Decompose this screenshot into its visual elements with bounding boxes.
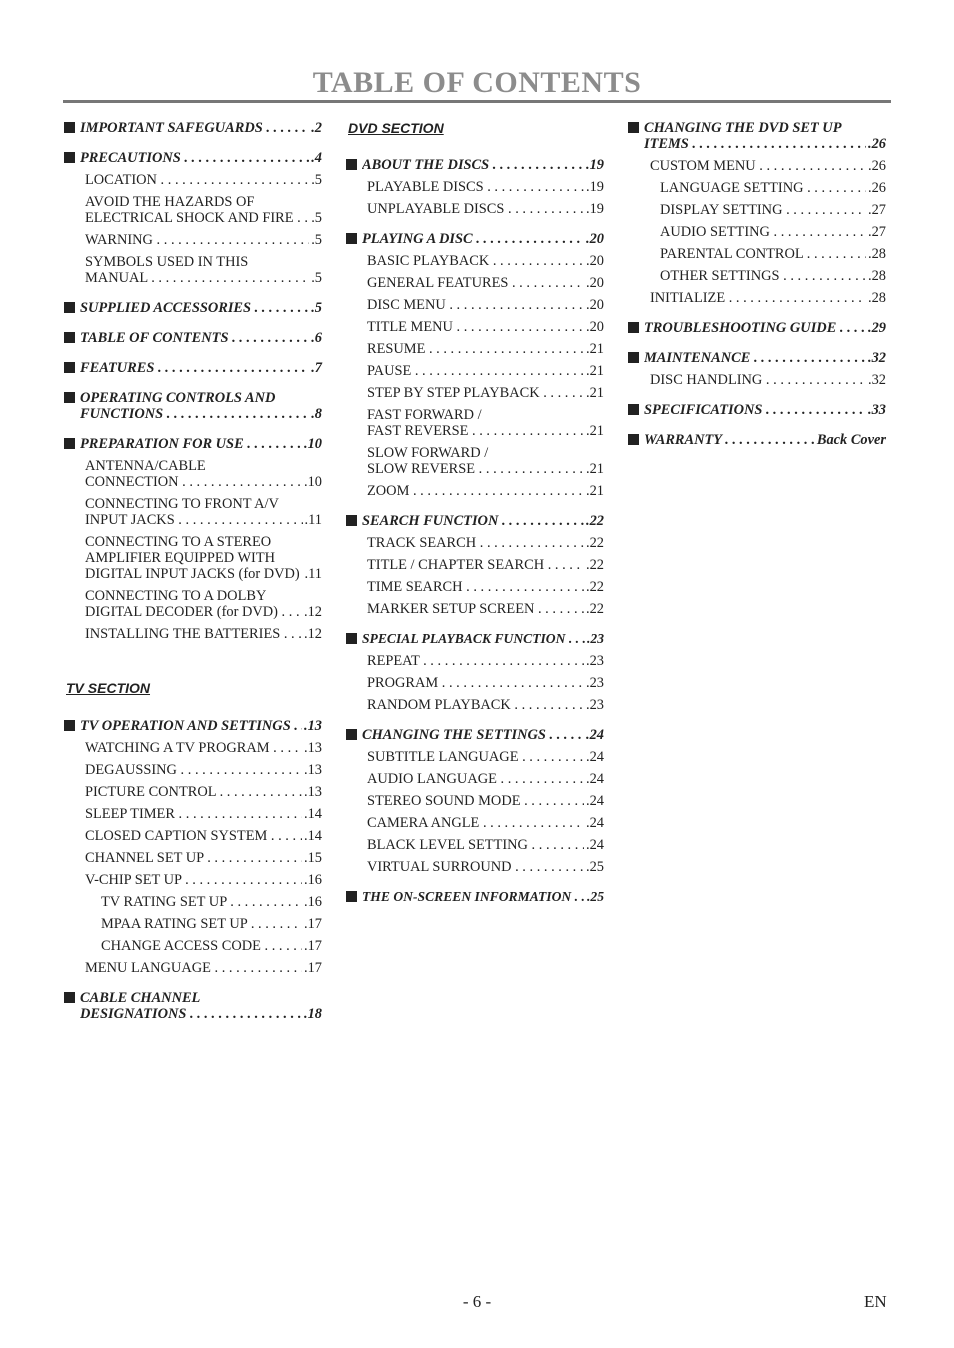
toc-entry[interactable]: PLAYING A DISC . . . .20 [346,231,604,247]
toc-entry[interactable]: SLEEP TIMER . . . .14 [64,806,322,822]
toc-entry[interactable]: RANDOM PLAYBACK . . . .23 [346,697,604,713]
toc-entry[interactable]: AUDIO SETTING . . . .27 [628,224,886,240]
toc-entry[interactable]: SUPPLIED ACCESSORIES . . . .5 [64,300,322,316]
toc-entry[interactable]: SEARCH FUNCTION . . . .22 [346,513,604,529]
toc-entry[interactable]: DEGAUSSING . . . .13 [64,762,322,778]
bullet-square-icon [346,159,357,170]
toc-entry[interactable]: WATCHING A TV PROGRAM . . . .13 [64,740,322,756]
toc-entry[interactable]: VIRTUAL SURROUND . . . .25 [346,859,604,875]
toc-entry[interactable]: FAST FORWARD / FAST REVERSE . . . .21 [346,407,604,439]
toc-column-1 [64,120,322,1022]
bullet-square-icon [64,152,75,163]
toc-entry[interactable]: V-CHIP SET UP . . . .16 [64,872,322,888]
toc-entry[interactable]: CHANGING THE SETTINGS . . . .24 [346,727,604,743]
toc-entry[interactable]: INITIALIZE . . . .28 [628,290,886,306]
bullet-square-icon [64,332,75,343]
toc-entry[interactable]: TIME SEARCH . . . .22 [346,579,604,595]
toc-entry[interactable]: PREPARATION FOR USE . . . .10 [64,436,322,452]
toc-entry[interactable]: WARNING . . . .5 [64,232,322,248]
section-heading-tv: TV SECTION [66,680,151,696]
bullet-square-icon [628,434,639,445]
toc-entry[interactable]: MPAA RATING SET UP . . . .17 [64,916,322,932]
toc-entry[interactable]: TITLE / CHAPTER SEARCH . . . .22 [346,557,604,573]
toc-entry[interactable]: WARRANTY . . . Back Cover [628,432,886,448]
toc-entry[interactable]: CONNECTING TO A DOLBY DIGITAL DECODER (for DVD) . . . .12 [64,588,322,620]
toc-entry[interactable]: PICTURE CONTROL . . . .13 [64,784,322,800]
toc-entry[interactable]: LANGUAGE SETTING . . . .26 [628,180,886,196]
toc-entry[interactable]: AVOID THE HAZARDS OF ELECTRICAL SHOCK AND FIRE . . . .5 [64,194,322,226]
toc-entry[interactable]: OTHER SETTINGS . . . .28 [628,268,886,284]
section-heading-dvd: DVD SECTION [348,120,444,136]
toc-entry[interactable]: REPEAT . . . .23 [346,653,604,669]
toc-entry[interactable]: CUSTOM MENU . . . .26 [628,158,886,174]
toc-entry[interactable]: TV RATING SET UP . . . .16 [64,894,322,910]
toc-entry[interactable]: RESUME . . . .21 [346,341,604,357]
bullet-square-icon [64,438,75,449]
bullet-square-icon [346,729,357,740]
toc-entry[interactable]: DISC HANDLING . . . .32 [628,372,886,388]
bullet-square-icon [628,322,639,333]
toc-entry[interactable]: CAMERA ANGLE . . . .24 [346,815,604,831]
toc-entry[interactable]: SPECIAL PLAYBACK FUNCTION . . . .23 [346,631,604,647]
toc-entry[interactable]: PRECAUTIONS . . . .4 [64,150,322,166]
bullet-square-icon [628,352,639,363]
toc-entry[interactable]: CONNECTING TO A STEREO AMPLIFIER EQUIPPED WITH DIGITAL INPUT JACKS (for DVD) . . . .11 [64,534,322,582]
toc-entry[interactable]: UNPLAYABLE DISCS . . . .19 [346,201,604,217]
toc-entry[interactable]: PROGRAM . . . .23 [346,675,604,691]
toc-entry[interactable]: MARKER SETUP SCREEN . . . .22 [346,601,604,617]
toc-entry[interactable]: TABLE OF CONTENTS . . . .6 [64,330,322,346]
toc-column-3 [628,120,886,448]
toc-entry[interactable]: STEREO SOUND MODE . . . .24 [346,793,604,809]
toc-entry[interactable]: ZOOM . . . .21 [346,483,604,499]
page-number: - 6 - [462,1292,492,1311]
toc-column-2 [346,120,604,905]
toc-entry[interactable]: SLOW FORWARD / SLOW REVERSE . . . .21 [346,445,604,477]
bullet-square-icon [64,720,75,731]
toc-entry[interactable]: LOCATION . . . .5 [64,172,322,188]
toc-entry[interactable]: CABLE CHANNEL DESIGNATIONS . . . .18 [64,990,322,1022]
toc-entry[interactable]: MENU LANGUAGE . . . .17 [64,960,322,976]
bullet-square-icon [346,515,357,526]
toc-entry[interactable]: AUDIO LANGUAGE . . . .24 [346,771,604,787]
toc-entry[interactable]: MAINTENANCE . . . .32 [628,350,886,366]
bullet-square-icon [64,392,75,403]
toc-entry[interactable]: OPERATING CONTROLS AND FUNCTIONS . . . .8 [64,390,322,422]
toc-entry[interactable]: CHANNEL SET UP . . . .15 [64,850,322,866]
bullet-square-icon [346,233,357,244]
toc-entry[interactable]: ANTENNA/CABLE CONNECTION . . . .10 [64,458,322,490]
toc-entry[interactable]: IMPORTANT SAFEGUARDS . . . .2 [64,120,322,136]
bullet-square-icon [64,362,75,373]
toc-entry[interactable]: CHANGING THE DVD SET UP ITEMS . . . .26 [628,120,886,152]
toc-entry[interactable]: PAUSE . . . .21 [346,363,604,379]
toc-entry[interactable]: TROUBLESHOOTING GUIDE . . . .29 [628,320,886,336]
toc-entry[interactable]: BASIC PLAYBACK . . . .20 [346,253,604,269]
toc-entry[interactable]: INSTALLING THE BATTERIES . . . .12 [64,626,322,642]
toc-entry[interactable]: FEATURES . . . .7 [64,360,322,376]
bullet-square-icon [64,122,75,133]
toc-entry[interactable]: SYMBOLS USED IN THIS MANUAL . . . .5 [64,254,322,286]
toc-entry[interactable]: DISC MENU . . . .20 [346,297,604,313]
toc-entry[interactable]: BLACK LEVEL SETTING . . . .24 [346,837,604,853]
toc-entry[interactable]: STEP BY STEP PLAYBACK . . . .21 [346,385,604,401]
toc-entry[interactable]: TITLE MENU . . . .20 [346,319,604,335]
toc-entry[interactable]: TV OPERATION AND SETTINGS . . . .13 [64,718,322,734]
toc-entry[interactable]: TRACK SEARCH . . . .22 [346,535,604,551]
toc-entry[interactable]: GENERAL FEATURES . . . .20 [346,275,604,291]
bullet-square-icon [628,404,639,415]
bullet-square-icon [64,992,75,1003]
toc-entry[interactable]: CLOSED CAPTION SYSTEM . . . .14 [64,828,322,844]
language-code: EN [864,1292,887,1311]
toc-entry[interactable]: SUBTITLE LANGUAGE . . . .24 [346,749,604,765]
toc-entry[interactable]: PARENTAL CONTROL . . . .28 [628,246,886,262]
toc-entry[interactable]: DISPLAY SETTING . . . .27 [628,202,886,218]
toc-entry[interactable]: THE ON-SCREEN INFORMATION . . . .25 [346,889,604,905]
bullet-square-icon [346,891,357,902]
toc-entry[interactable]: ABOUT THE DISCS . . . .19 [346,157,604,173]
bullet-square-icon [628,122,639,133]
toc-entry[interactable]: SPECIFICATIONS . . . .33 [628,402,886,418]
toc-entry[interactable]: CONNECTING TO FRONT A/V INPUT JACKS . . . .11 [64,496,322,528]
page-title: TABLE OF CONTENTS [312,66,642,99]
toc-entry[interactable]: CHANGE ACCESS CODE . . . .17 [64,938,322,954]
title-rule [63,100,891,103]
bullet-square-icon [64,302,75,313]
toc-entry[interactable]: PLAYABLE DISCS . . . .19 [346,179,604,195]
bullet-square-icon [346,633,357,644]
